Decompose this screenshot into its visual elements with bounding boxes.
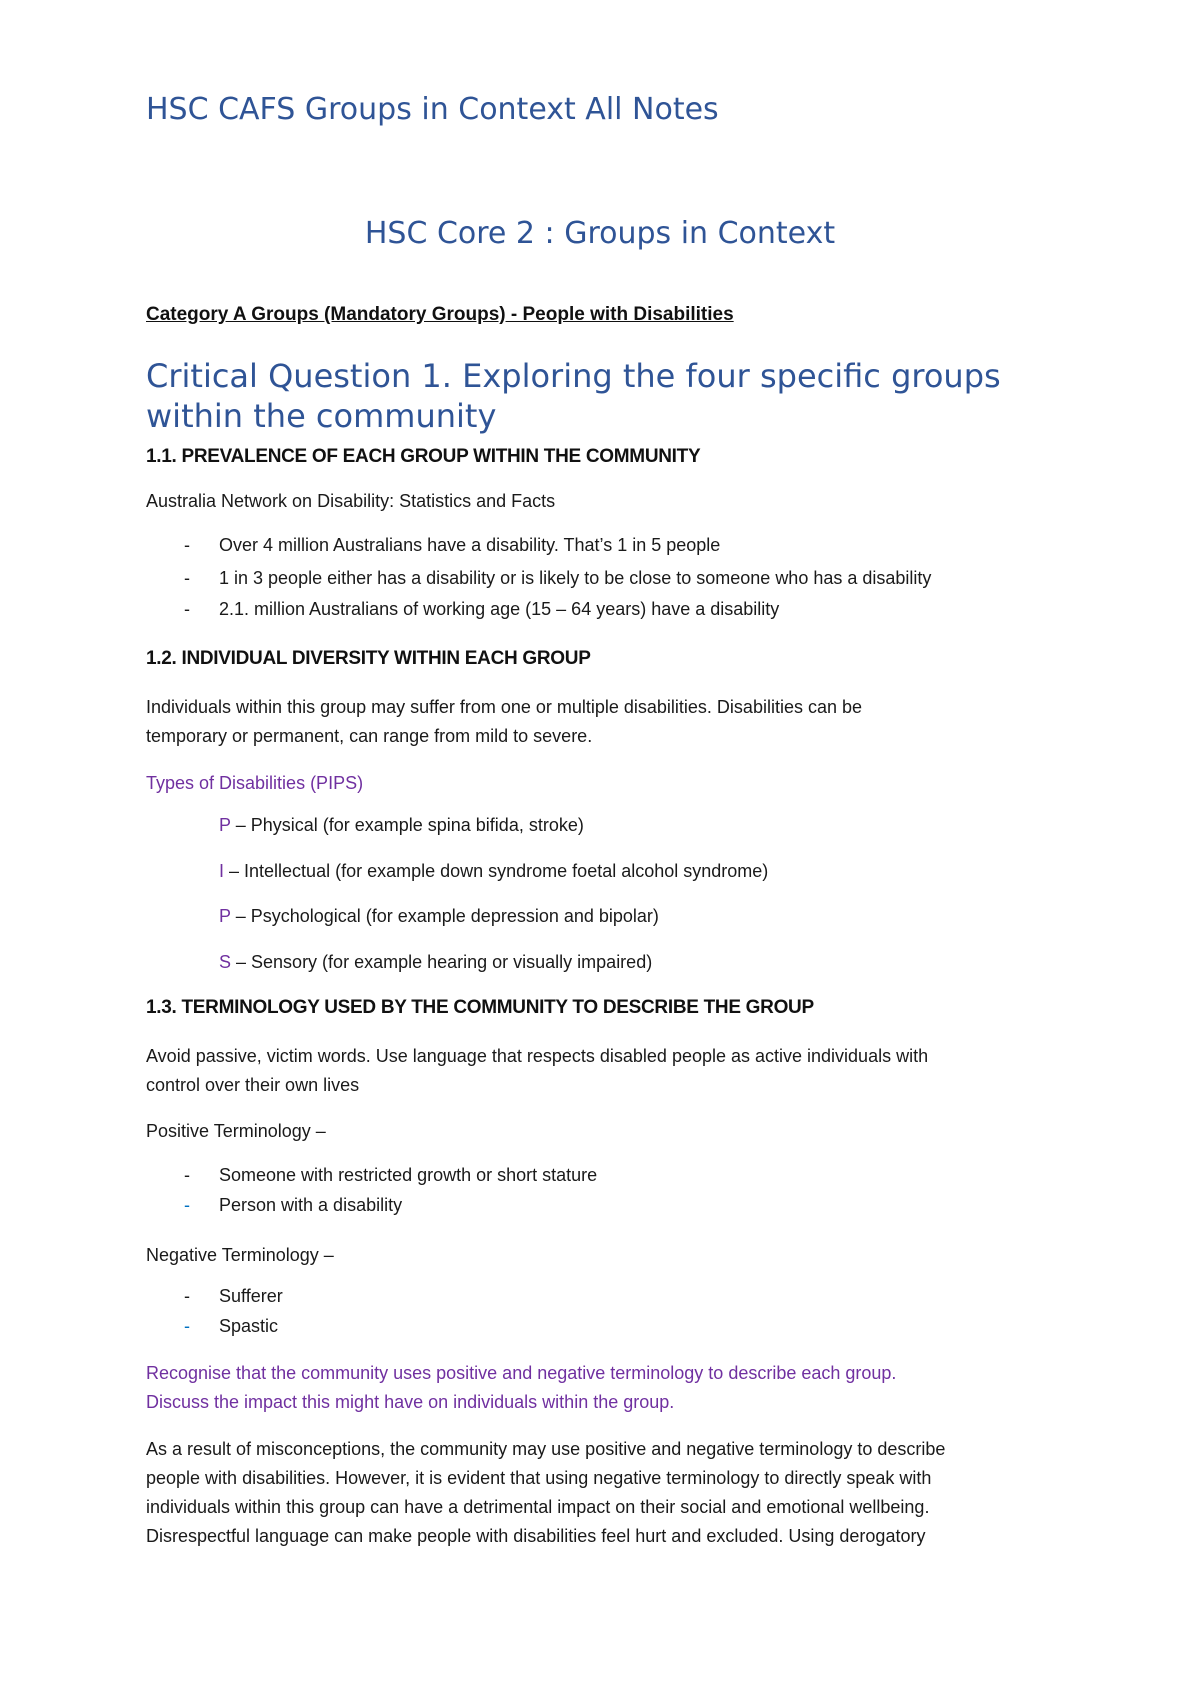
list-item: Sufferer — [219, 1286, 283, 1306]
section-heading-1-1: 1.1. PREVALENCE OF EACH GROUP WITHIN THE COMMUNITY — [146, 446, 701, 467]
pips-item — [219, 952, 652, 973]
pips-item — [219, 861, 768, 882]
paragraph-line: Recognise that the community uses positive and negative terminology to describe each group. — [146, 1363, 897, 1383]
bullet-marker: - — [184, 1316, 190, 1336]
pips-text: – Psychological (for example depression and bipolar) — [230, 906, 659, 926]
section-heading-1-3: 1.3. TERMINOLOGY USED BY THE COMMUNITY TO DESCRIBE THE GROUP — [146, 997, 814, 1018]
critical-question-line: Critical Question 1. Exploring the four specific groups — [146, 357, 1001, 395]
bullet-marker: - — [184, 568, 190, 588]
paragraph-line: As a result of misconceptions, the community may use positive and negative terminology to describe — [146, 1439, 946, 1459]
list-item: 2.1. million Australians of working age (15 – 64 years) have a disability — [219, 599, 780, 619]
paragraph-line: Avoid passive, victim words. Use language that respects disabled people as active individuals with — [146, 1046, 929, 1066]
pips-text: – Physical (for example spina bifida, stroke) — [230, 815, 584, 835]
terminology-intro — [146, 1042, 1076, 1100]
list-item: 1 in 3 people either has a disability or is likely to be close to someone who has a disability — [219, 568, 932, 588]
paragraph-line: Discuss the impact this might have on individuals within the group. — [146, 1392, 675, 1412]
source-line: Australia Network on Disability: Statistics and Facts — [146, 491, 556, 511]
pips-letter: S — [219, 952, 232, 972]
list-item: Spastic — [219, 1316, 279, 1336]
pips-letter: I — [219, 861, 225, 881]
paragraph-line: temporary or permanent, can range from mild to severe. — [146, 726, 593, 746]
list-item: Person with a disability — [219, 1195, 403, 1215]
discussion-answer — [146, 1435, 1076, 1551]
paragraph-line: Individuals within this group may suffer from one or multiple disabilities. Disabilities can be — [146, 697, 863, 717]
paragraph-line: people with disabilities. However, it is evident that using negative terminology to directly speak with — [146, 1468, 932, 1488]
bullet-marker: - — [184, 1195, 190, 1215]
pips-letter: P — [219, 906, 231, 926]
types-heading: Types of Disabilities (PIPS) — [146, 773, 364, 793]
document-title: HSC CAFS Groups in Context All Notes — [146, 92, 719, 127]
bullet-marker: - — [184, 599, 190, 619]
pips-item — [219, 906, 659, 927]
list-item: Over 4 million Australians have a disability. That’s 1 in 5 people — [219, 535, 721, 555]
negative-terminology-label: Negative Terminology – — [146, 1245, 334, 1265]
bullet-marker: - — [184, 535, 190, 555]
paragraph-line: control over their own lives — [146, 1075, 360, 1095]
bullet-marker: - — [184, 1165, 190, 1185]
paragraph-line: Disrespectful language can make people with disabilities feel hurt and excluded. Using derogatory — [146, 1526, 926, 1546]
section-heading-1-2: 1.2. INDIVIDUAL DIVERSITY WITHIN EACH GROUP — [146, 648, 591, 669]
category-heading: Category A Groups (Mandatory Groups) - People with Disabilities — [146, 304, 734, 325]
critical-question-line: within the community — [146, 397, 497, 435]
positive-terminology-label: Positive Terminology – — [146, 1121, 326, 1141]
critical-question-heading — [146, 356, 1086, 436]
pips-item — [219, 815, 584, 836]
pips-text: – Sensory (for example hearing or visually impaired) — [231, 952, 653, 972]
pips-letter: P — [219, 815, 231, 835]
paragraph-line: individuals within this group can have a detrimental impact on their social and emotional wellbeing. — [146, 1497, 930, 1517]
discussion-prompt — [146, 1359, 1076, 1417]
core-title: HSC Core 2 : Groups in Context — [364, 216, 836, 251]
pips-text: – Intellectual (for example down syndrome foetal alcohol syndrome) — [224, 861, 769, 881]
bullet-marker: - — [184, 1286, 190, 1306]
list-item: Someone with restricted growth or short stature — [219, 1165, 598, 1185]
diversity-paragraph — [146, 693, 1076, 751]
